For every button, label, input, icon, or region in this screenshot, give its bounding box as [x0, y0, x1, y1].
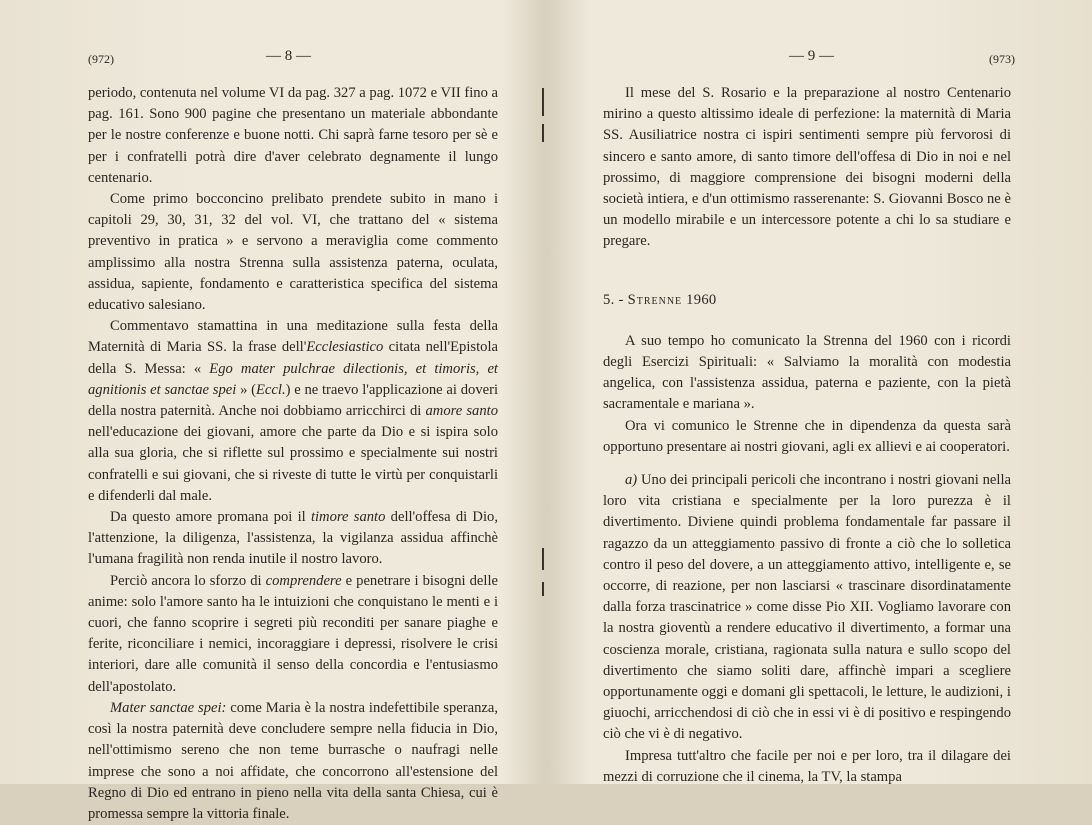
paragraph: periodo, contenuta nel volume VI da pag. 327 a pag. 1072 e VII fino a pag. 161. Sono 900 pagine che presentano un materiale abbondante per le nostre conferenze e buone notti. Chi saprà farne tesoro per sè e per i confratelli potrà dire d'aver celebrato degnamente il lungo centenario. [88, 85, 499, 186]
right-page-header: (973) [989, 52, 1015, 66]
right-page-body [603, 83, 1011, 788]
book-gutter [520, 0, 546, 784]
paragraph: Mater sanctae spei: come Maria è la nostra indefettibile speranza, così la nostra paternità deve concludere sempre nella fiducia in Dio, nell'ottimismo sereno che non teme burrasche o naufragi nelle imprese che sono a noi affidate, che concorrono all'estensione del Regno di Dio ed entrano in pieno nella vita della santa Chiesa, cui è promessa sempre la vittoria finale. [88, 699, 498, 822]
paragraph: A suo tempo ho comunicato la Strenna del 1960 con i ricordi degli Esercizi Spirituali: « Salviamo la moralità con modestia angelica, con l'assistenza assidua, paterna e paziente, con la pietà sacramentale e mariana ». [603, 332, 1011, 413]
section-heading: 5. - Strenne 1960 [603, 291, 717, 308]
paragraph: Ora vi comunico le Strenne che in dipendenza da questa sarà opportuno presentare ai nostri giovani, agli ex allievi e ai cooperatori. [603, 417, 1011, 455]
paragraph: Impresa tutt'altro che facile per noi e per loro, tra il dilagare dei mezzi di corruzione che il cinema, la TV, la stampa [603, 747, 1011, 785]
left-page-body [88, 83, 498, 825]
gutter-mark [542, 88, 544, 116]
left-page [0, 0, 520, 822]
gutter-mark [542, 548, 544, 570]
paragraph: a) Uno dei principali pericoli che incontrano i nostri giovani nella loro vita cristiana e specialmente per la loro purezza è il divertimento. Diviene quindi problema fondamentale far passare il ragazzo da un atteggiamento passivo di fronte a ciò che lo solletica contro il peso del dovere, a un atteggiamento attivo, intelligente e, se occorre, di reazione, per non lasciarsi « trascinare disordinatamente dalla forza trascinatrice » come disse Pio XII. Vogliamo lavorare con la nostra gioventù a rendere educativo il divertimento, a formar una coscienza morale, cristiana, ragionata sulla natura e sullo scopo del divertimento che siamo soliti dare, affinchè impari a scegliere opportunamente oggi e domani gli spettacoli, le letture, le audizioni, i giuochi, arricchendosi di ciò che in essi vi è di positivo e respingendo ciò che vi è di negativo. [603, 472, 1011, 743]
right-page-number: — 9 — [789, 48, 834, 64]
gutter-mark [542, 124, 544, 142]
paragraph: Il mese del S. Rosario e la preparazione al nostro Centenario mirino a questo altissimo ideale di perfezione: la maternità di Maria SS. Ausiliatrice nostra ci ispiri sentimenti sempre più fervorosi di sincero e santo amore, di santo timore dell'offesa di Dio in noi e nel prossimo, di maggiore comprensione dei bisogni moderni della società intiera, e d'un ottimismo rasserenante: S. Giovanni Bosco ne è un modello mirabile e un intercessore potente a chi lo sa studiare e pregare. [603, 85, 1011, 250]
paragraph: Commentavo stamattina in una meditazione sulla festa della Maternità di Maria SS. la frase dell'Ecclesiastico citata nell'Epistola della S. Messa: « Ego mater pulchrae dilectionis, et timoris, et agnitionis et sanctae spei » (Eccl.) e ne traevo l'applicazione ai doveri della nostra paternità. Anche noi dobbiamo arricchirci di amore santo nell'educazione dei giovani, amore che parte da Dio e si ispira solo alla sua gloria, che si riflette sul prossimo e specialmente sui nostri confratelli e sui giovani, che si riveste di tutte le virtù per conquistarli e difenderli dal male. [88, 318, 499, 504]
right-page [546, 0, 1066, 784]
left-page-number: — 8 — [266, 48, 311, 64]
left-page-header: (972) [88, 52, 114, 66]
gutter-mark [542, 582, 544, 596]
paragraph: Da questo amore promana poi il timore santo dell'offesa di Dio, l'attenzione, la diligenza, l'assistenza, la vigilanza assidua affinchè l'umana fragilità non renda inutile il nostro lavoro. [88, 509, 498, 568]
paragraph: Perciò ancora lo sforzo di comprendere e penetrare i bisogni delle anime: solo l'amore santo ha le intuizioni che conquistano le menti e i cuori, che fanno scoprire i segreti più reconditi per sanare piaghe e ferite, riconciliare i nemici, incoraggiare i depressi, risolvere le crisi interiori, dare alle comunità il senso della concordia e l'entusiasmo dell'apostolato. [88, 572, 498, 695]
paragraph: Come primo bocconcino prelibato prendete subito in mano i capitoli 29, 30, 31, 32 del vol. VI, che trattano del « sistema preventivo in pratica » e servono a meraviglia come commento amplissimo alla nostra Strenna sulla assistenza paterna, oculata, assidua, sapiente, fondamento e caratteristica specifica del sistema educativo salesiano. [88, 191, 498, 314]
